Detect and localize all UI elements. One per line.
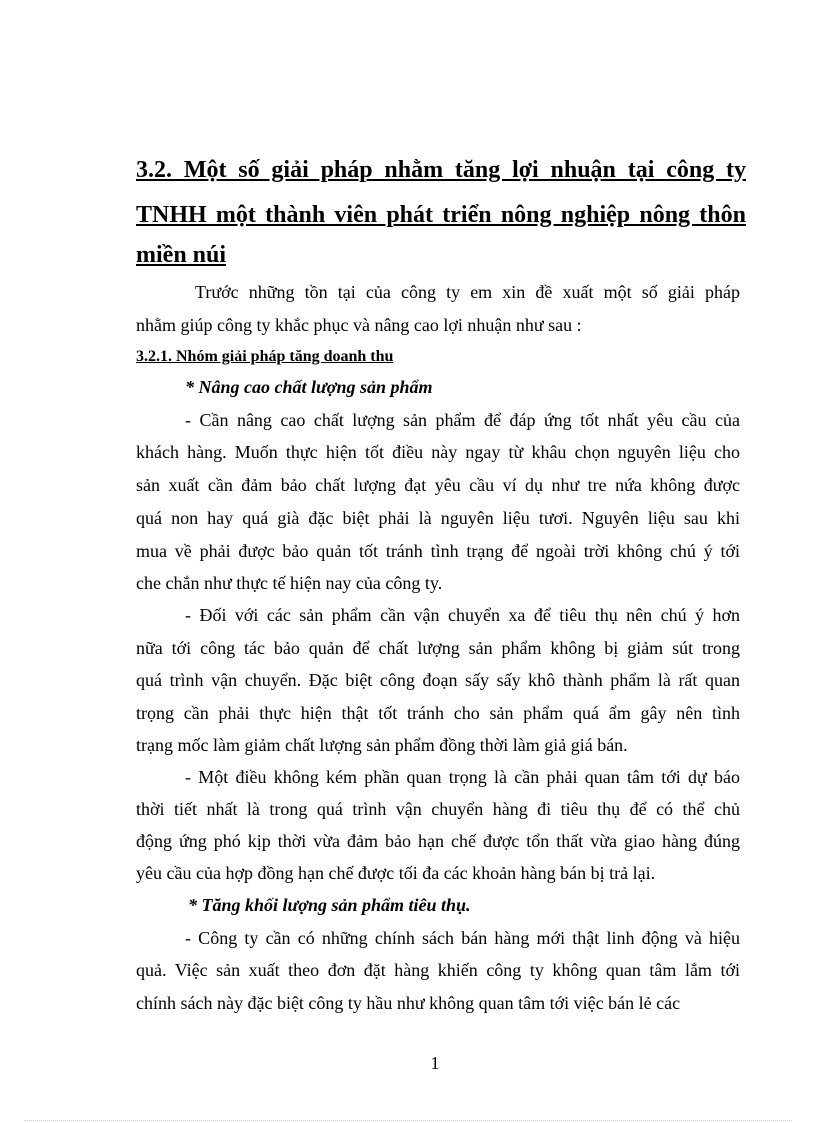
para1-line-3: sản xuất cần đảm bảo chất lượng đạt yêu cầu ví dụ như tre nứa không được — [136, 475, 740, 495]
para1-line-6: che chắn như thực tế hiện nay của công ty. — [136, 573, 443, 593]
intro-line-1: Trước những tồn tại của công ty em xin đề xuất một số giải pháp — [195, 282, 740, 302]
page-number: 1 — [430, 1053, 440, 1073]
para3-line-4: yêu cầu của hợp đồng hạn chế được tối đa các khoản hàng bán bị trả lại. — [136, 863, 656, 883]
para1-line-4: quá non hay quá già đặc biệt phải là nguyên liệu tươi. Nguyên liệu sau khi — [136, 508, 740, 528]
para3-line-1: - Một điều không kém phần quan trọng là cần phải quan tâm tới dự báo — [185, 767, 740, 787]
para2-line-1: - Đối với các sản phẩm cần vận chuyển xa để tiêu thụ nên chú ý hơn — [185, 605, 740, 625]
para4-line-3: chính sách này đặc biệt công ty hầu như không quan tâm tới việc bán lẻ các — [136, 993, 681, 1013]
section-title: 3.2.1. Nhóm giải pháp tăng doanh thu — [136, 348, 394, 365]
para2-line-2: nữa tới công tác bảo quản để chất lượng sản phẩm không bị giảm sút trong — [136, 638, 740, 658]
para3-line-3: động ứng phó kịp thời vừa đảm bảo hạn chế được tổn thất vừa giao hàng đúng — [136, 831, 740, 851]
para3-line-2: thời tiết nhất là trong quá trình vận chuyển hàng đi tiêu thụ để có thể chủ — [136, 799, 740, 819]
heading-line-2: TNHH một thành viên phát triển nông nghiệp nông thôn — [136, 202, 746, 228]
subheading-quality: * Nâng cao chất lượng sản phẩm — [185, 377, 433, 397]
heading-line-1: 3.2. Một số giải pháp nhằm tăng lợi nhuận tại công ty — [136, 157, 746, 183]
para1-line-1: - Cần nâng cao chất lượng sản phẩm để đáp ứng tốt nhất yêu cầu của — [185, 410, 740, 430]
para1-line-5: mua về phải được bảo quản tốt tránh tình trạng để ngoài trời không chú ý tới — [136, 541, 740, 561]
intro-line-2: nhằm giúp công ty khắc phục và nâng cao lợi nhuận như sau : — [136, 315, 582, 335]
para1-line-2: khách hàng. Muốn thực hiện tốt điều này ngay từ khâu chọn nguyên liệu cho — [136, 442, 740, 462]
subheading-volume: * Tăng khối lượng sản phẩm tiêu thụ. — [188, 895, 471, 915]
heading-line-3: miền núi — [136, 242, 227, 268]
page-bottom-divider — [24, 1120, 792, 1121]
para2-line-4: trọng cần phải thực hiện thật tốt tránh cho sản phẩm quá ẩm gây nên tình — [136, 703, 740, 723]
para2-line-5: trạng mốc làm giảm chất lượng sản phẩm đồng thời làm giả giá bán. — [136, 735, 628, 755]
para4-line-1: - Công ty cần có những chính sách bán hàng mới thật linh động và hiệu — [185, 928, 740, 948]
para4-line-2: quả. Việc sản xuất theo đơn đặt hàng khiến công ty không quan tâm lắm tới — [136, 960, 740, 980]
para2-line-3: quá trình vận chuyển. Đặc biệt công đoạn sấy sấy khô thành phẩm là rất quan — [136, 670, 740, 690]
